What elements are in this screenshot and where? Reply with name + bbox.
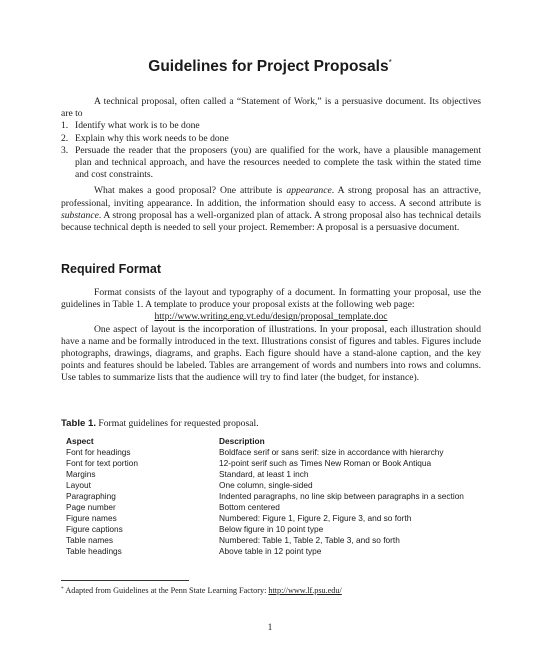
table-row: Figure captions Below figure in 10 point type: [66, 524, 324, 535]
title-text: Guidelines for Project Proposals: [148, 58, 389, 75]
intro-paragraph: A technical proposal, often called a “Statement of Work,” is a persuasive document. Its objectives are to: [61, 96, 481, 120]
table-caption-label: Table 1.: [61, 418, 97, 429]
footnote-mark: *: [61, 586, 64, 592]
table-row: Paragraphing Indented paragraphs, no line skip between paragraphs in a section: [66, 491, 464, 502]
table-row: Font for text portion 12-point serif such as Times New Roman or Book Antiqua: [66, 458, 432, 469]
footnote-link[interactable]: http://www.lf.psu.edu/: [268, 586, 342, 595]
good-proposal-paragraph: What makes a good proposal? One attribute is appearance. A strong proposal has an attractive, professional, inviting appearance. In addition, the information should easy to access. A second attribute is substance. A strong proposal has a well-organized plan of attack. A strong proposal also has technical details because technical depth is needed to sell your project. Remember: A proposal is a persuasive document.: [61, 185, 481, 234]
list-item: 2. Explain why this work needs to be done: [61, 132, 229, 144]
list-item: 3. Persuade the reader that the proposers (you) are qualified for the work, have a plausible management plan and technical approach, and have the resources needed to complete the task within the stated time and cost constraints.: [61, 144, 481, 181]
column-header-description: Description: [219, 436, 265, 446]
format-paragraph: Format consists of the layout and typography of a document. In formatting your proposal, use the guidelines in Table 1. A template to produce your proposal exists at the following web page:: [61, 287, 481, 311]
table-row: Table headings Above table in 12 point type: [66, 546, 322, 557]
format-table: [66, 436, 464, 558]
page-number: 1: [267, 623, 273, 633]
required-format-heading: Required Format: [61, 262, 162, 276]
emphasis-substance: substance: [61, 209, 99, 221]
column-header-aspect: Aspect: [66, 436, 94, 446]
table-row: Margins Standard, at least 1 inch: [66, 469, 309, 480]
footnote: * Adapted from Guidelines at the Penn State Learning Factory: http://www.lf.psu.edu/: [61, 586, 342, 595]
objectives-list: [61, 120, 481, 181]
table-row: Font for headings Boldface serif or sans serif: size in accordance with hierarchy: [66, 447, 444, 458]
table-header-row: [66, 436, 464, 447]
template-link-line: [61, 311, 481, 323]
footnote-divider: [61, 580, 189, 581]
layout-paragraph: One aspect of layout is the incorporation of illustrations. In your proposal, each illustration should have a name and be formally introduced in the text. Illustrations consist of figures and tables. Figures include photographs, drawings, diagrams, and graphs. Each figure should have a stand-alone caption, and the key points and features should be labeled. Tables are arrangement of words and numbers into rows and columns. Use tables to summarize lists that the audience will try to find later (the budget, for instance).: [61, 323, 481, 384]
format-section: [61, 287, 481, 385]
table-caption: Table 1. Format guidelines for requested proposal.: [61, 418, 259, 429]
page-title: [0, 58, 540, 76]
table-row: Table names Numbered: Table 1, Table 2, Table 3, and so forth: [66, 535, 400, 546]
title-footnote-mark: *: [388, 58, 392, 67]
intro-section: [61, 96, 481, 234]
table-row: Figure names Numbered: Figure 1, Figure 2, Figure 3, and so forth: [66, 513, 412, 524]
emphasis-appearance: appearance: [286, 185, 332, 197]
list-item: 1. Identify what work is to be done: [61, 120, 200, 132]
table-row: Layout One column, single-sided: [66, 480, 313, 491]
template-link[interactable]: http://www.writing.eng.vt.edu/design/proposal_template.doc: [154, 311, 388, 323]
table-row: Page number Bottom centered: [66, 502, 280, 513]
